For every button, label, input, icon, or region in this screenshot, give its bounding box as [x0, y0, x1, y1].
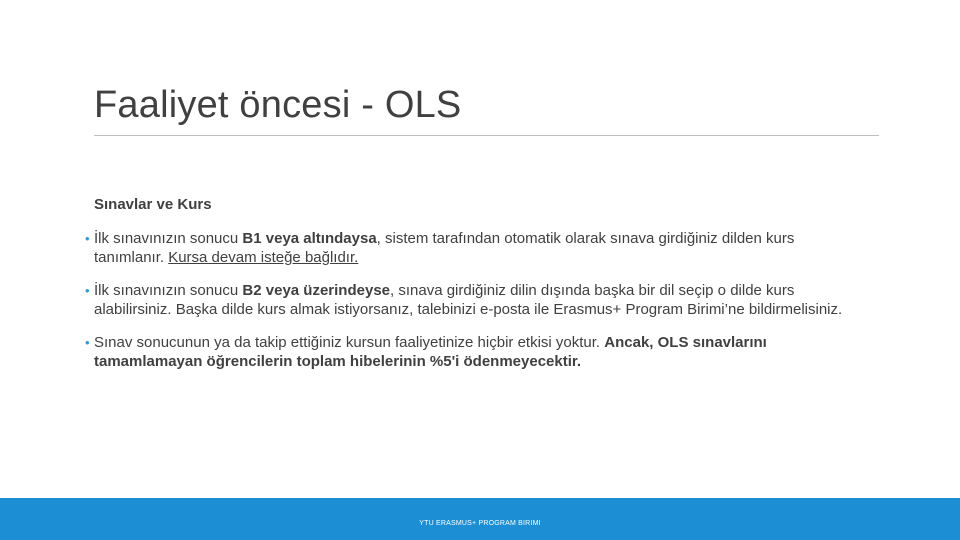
bullet-run-bold: B1 veya altındaysa	[242, 230, 377, 247]
bullet-run: , sınava girdiğiniz dilin dışında başka bir dil seçip o dilde kurs alabilirsiniz. Başka dilde kurs almak istiyorsanız, talebinizi e-posta ile Erasmus+ Program Birimi’ne bildirmelisiniz.	[94, 282, 843, 318]
bullet-item	[86, 333, 866, 371]
bullet-run: Sınav sonucunun ya da takip ettiğiniz kursun faaliyetinize hiçbir etkisi yoktur.	[94, 334, 605, 351]
bullet-dot-icon: •	[85, 335, 90, 350]
bullet-run: İlk sınavınızın sonucu	[94, 282, 243, 299]
bullet-dot-icon: •	[85, 231, 90, 246]
bullet-item	[86, 281, 866, 319]
bullet-run-bold: B2 veya üzerindeyse	[242, 282, 391, 299]
bullet-run: İlk sınavınızın sonucu	[94, 230, 243, 247]
title-divider	[94, 135, 879, 136]
bullet-run: , sistem tarafından otomatik olarak sınava girdiğiniz dilden kurs tanımlanır.	[94, 230, 795, 266]
footer-label: YTU ERASMUS+ PROGRAM BIRIMI	[419, 520, 541, 527]
bullet-list	[86, 229, 866, 385]
slide-title: Faaliyet öncesi - OLS	[94, 84, 462, 126]
bullet-item	[86, 229, 866, 267]
bullet-run-bold: Ancak, OLS sınavlarını tamamlamayan öğrencilerin toplam hibelerinin %5'i ödenmeyecektir.	[94, 334, 767, 370]
bullet-run-underline: Kursa devam isteğe bağlıdır.	[168, 249, 359, 266]
bullet-text	[94, 281, 866, 319]
bullet-text	[94, 333, 866, 371]
footer-bar	[0, 498, 960, 540]
bullet-dot-icon: •	[85, 283, 90, 298]
section-subtitle: Sınavlar ve Kurs	[94, 196, 212, 213]
bullet-text	[94, 229, 866, 267]
